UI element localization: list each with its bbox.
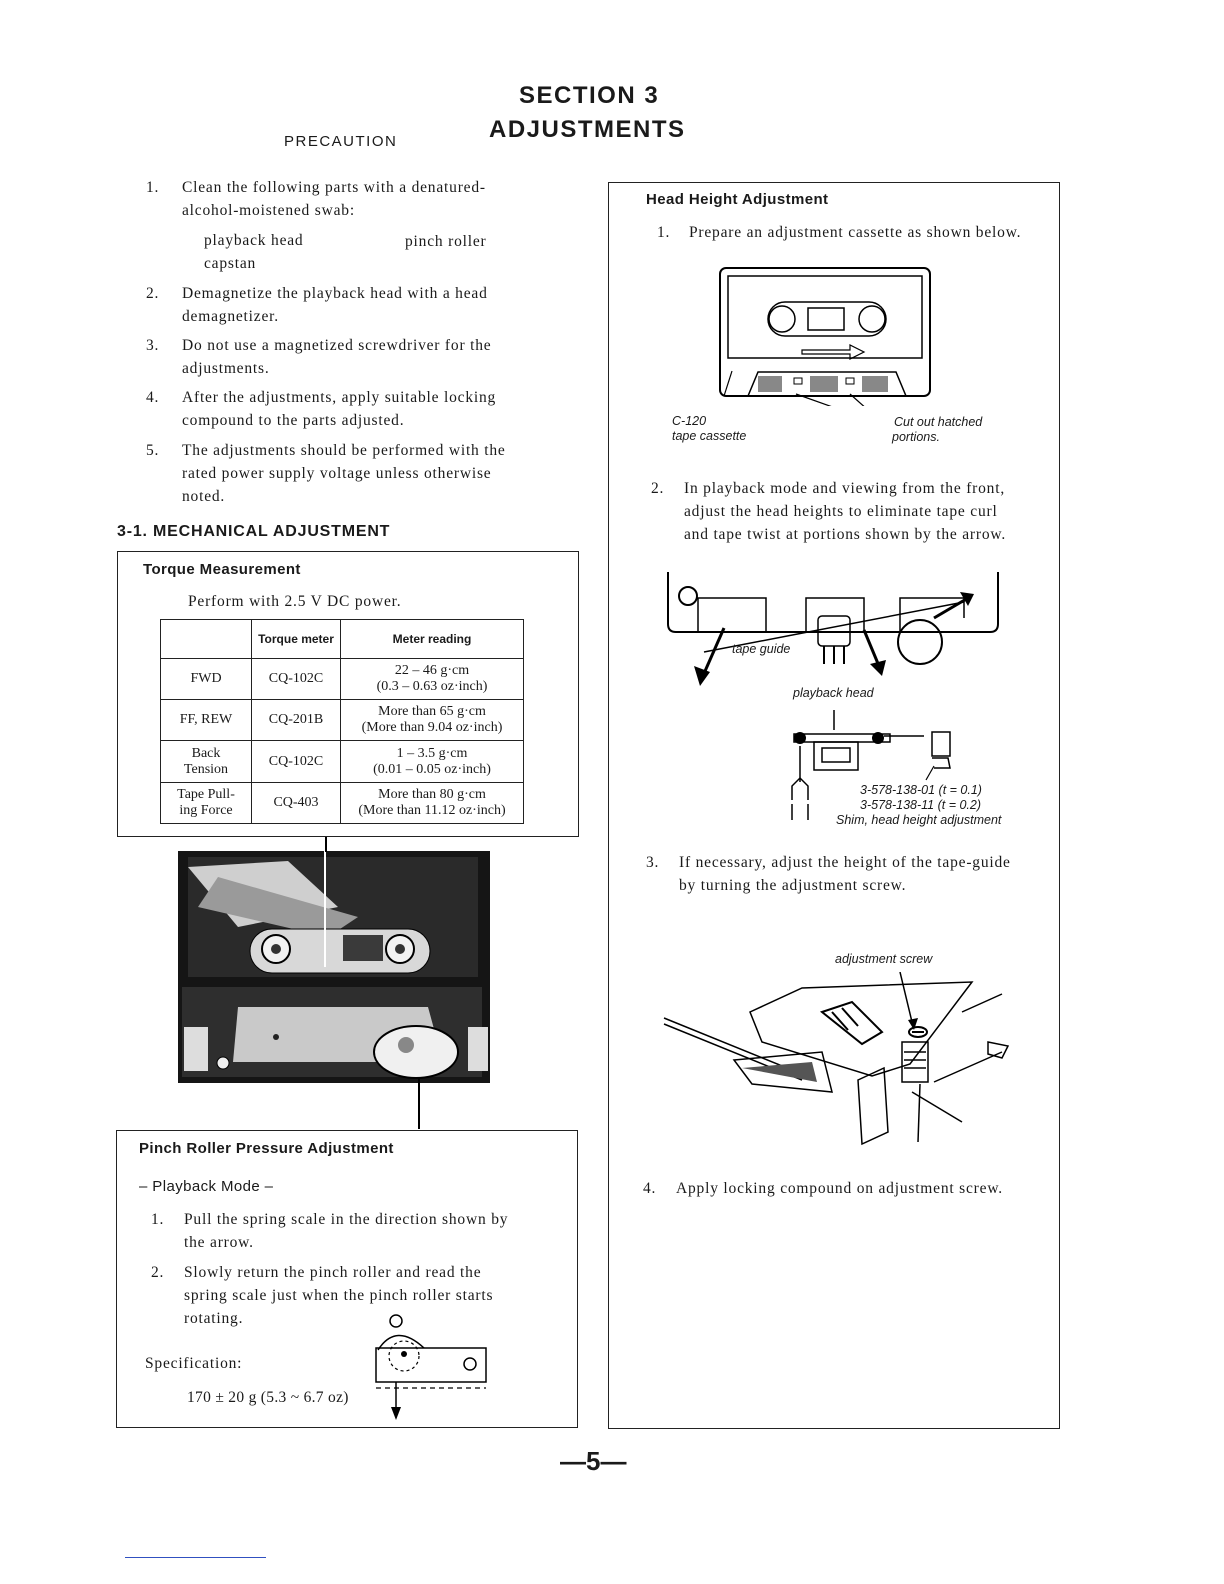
clean-part: pinch roller bbox=[405, 233, 487, 250]
tape-guide-label: tape guide bbox=[732, 642, 791, 656]
table-row: Back Tension CQ-102C 1 – 3.5 g·cm (0.01 – 0.05 oz·inch) bbox=[161, 741, 524, 783]
spring-scale-diagram bbox=[372, 1312, 490, 1422]
cassette-diagram bbox=[700, 266, 940, 406]
shim-name: Shim, head height adjustment bbox=[836, 813, 1002, 827]
playback-head-label: playback head bbox=[793, 686, 874, 700]
clean-part: playback head bbox=[204, 232, 304, 249]
cassette-label: C-120 bbox=[672, 414, 707, 428]
spec-label: Specification: bbox=[145, 1355, 243, 1372]
col-torque-meter: Torque meter bbox=[252, 620, 341, 659]
head-height-title: Head Height Adjustment bbox=[646, 191, 829, 208]
cutout-label: portions. bbox=[892, 430, 940, 444]
torque-title: Torque Measurement bbox=[143, 561, 301, 578]
connector-line bbox=[325, 837, 327, 852]
cutout-label: Cut out hatched bbox=[894, 415, 983, 429]
mechanism-photo bbox=[178, 837, 493, 1132]
table-row: FF, REW CQ-201B More than 65 g·cm (More than 9.04 oz·inch) bbox=[161, 700, 524, 741]
table-row: Tape Pull-ing Force CQ-403 More than 80 g·cm (More than 11.12 oz·inch) bbox=[161, 783, 524, 824]
tape-path-diagram bbox=[664, 568, 1004, 688]
pinch-mode: – Playback Mode – bbox=[139, 1178, 274, 1195]
table-row: FWD CQ-102C 22 – 46 g·cm (0.3 – 0.63 oz·inch) bbox=[161, 659, 524, 700]
mechanical-heading: 3-1. MECHANICAL ADJUSTMENT bbox=[117, 523, 391, 540]
torque-table bbox=[160, 619, 524, 824]
col-meter-reading: Meter reading bbox=[341, 620, 524, 659]
adjustment-screw-diagram bbox=[662, 972, 1012, 1150]
page-number: —5— bbox=[560, 1446, 627, 1476]
cassette-label: tape cassette bbox=[672, 429, 747, 443]
shim-part-1: 3-578-138-01 (t = 0.1) bbox=[860, 783, 982, 797]
adj-screw-label: adjustment screw bbox=[835, 952, 933, 966]
table-header-row bbox=[161, 620, 524, 659]
clean-part: capstan bbox=[204, 255, 257, 272]
spec-value: 170 ± 20 g (5.3 ~ 6.7 oz) bbox=[187, 1389, 349, 1406]
page-title: ADJUSTMENTS bbox=[489, 116, 686, 143]
pinch-title: Pinch Roller Pressure Adjustment bbox=[139, 1140, 394, 1157]
shim-part-2: 3-578-138-11 (t = 0.2) bbox=[860, 798, 982, 812]
precaution-heading: PRECAUTION bbox=[284, 133, 398, 150]
footer-rule bbox=[125, 1557, 266, 1558]
torque-note: Perform with 2.5 V DC power. bbox=[188, 593, 402, 610]
section-number: SECTION 3 bbox=[519, 82, 660, 109]
